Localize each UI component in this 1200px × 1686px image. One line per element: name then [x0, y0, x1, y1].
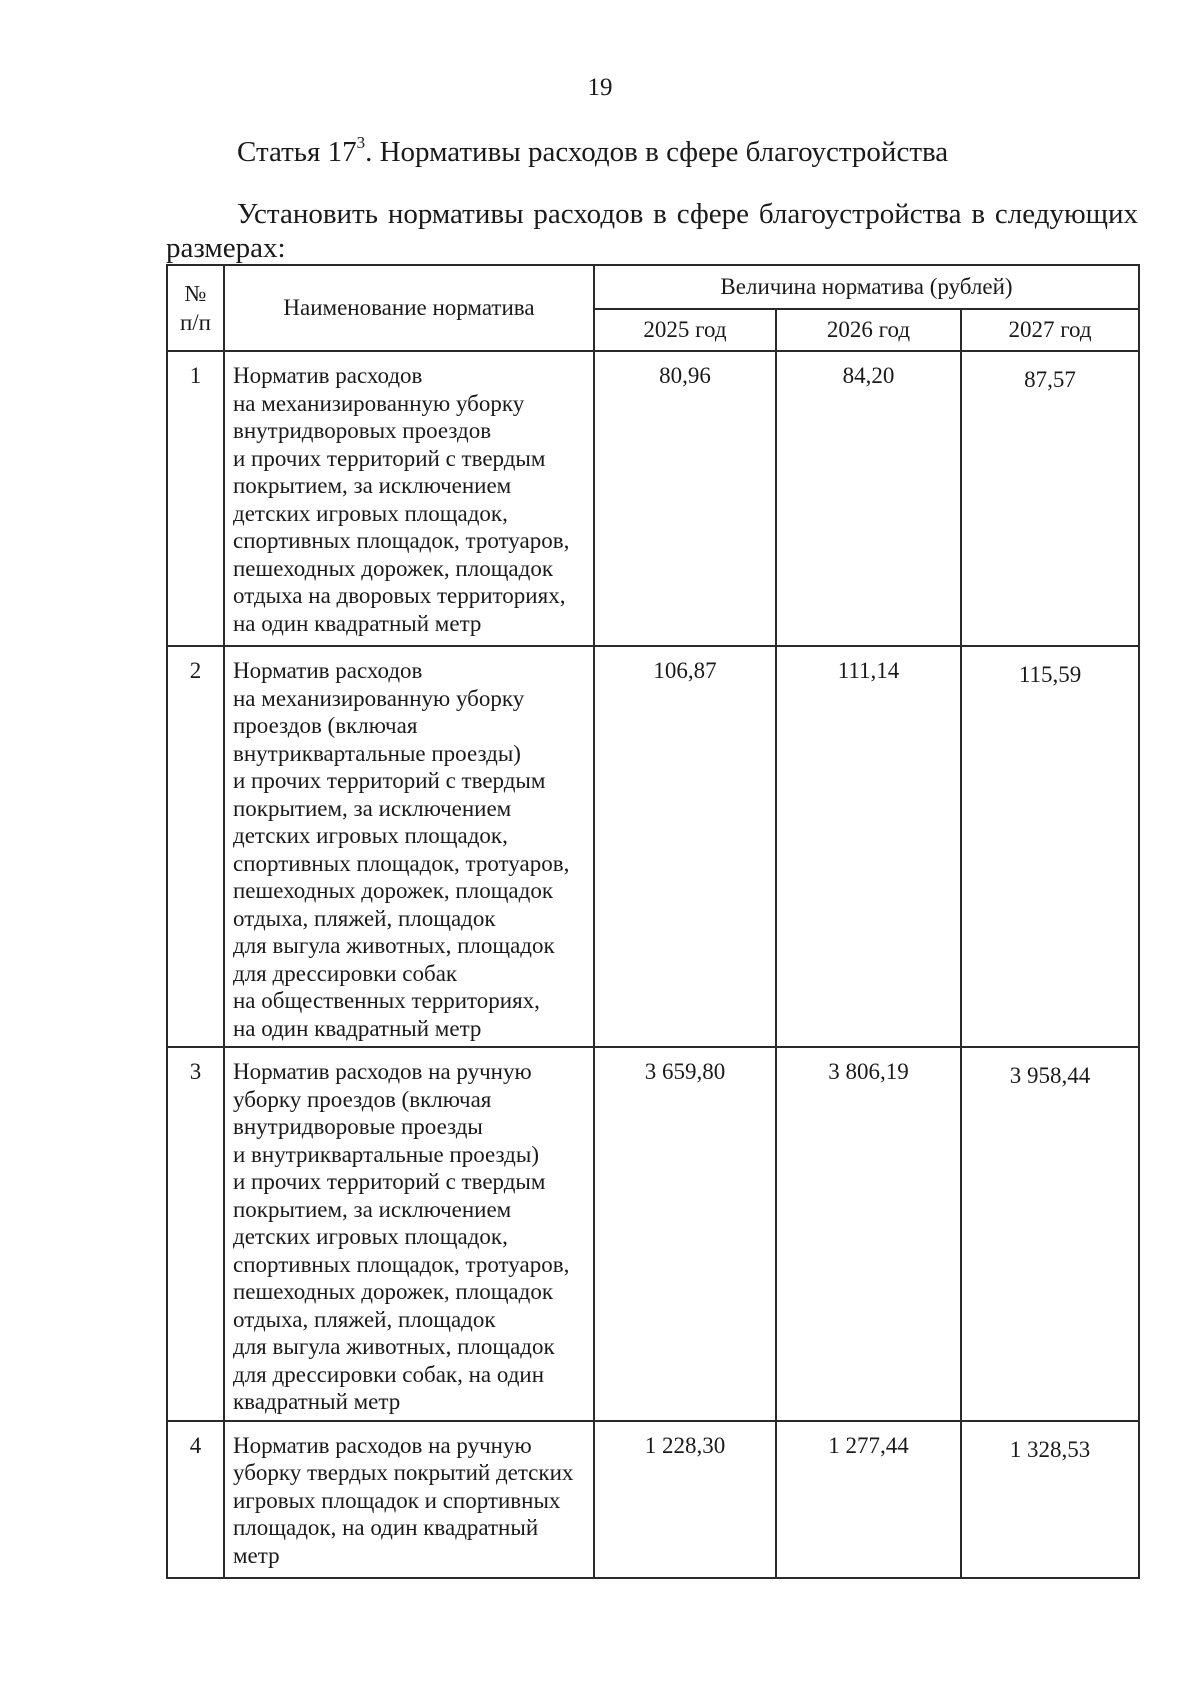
row-name-line: внутриквартальные проезды)	[233, 740, 521, 766]
value-2025: 1 228,30	[594, 1421, 776, 1578]
row-name-line: и прочих территорий с твердым	[233, 1169, 546, 1194]
header-number-col: № п/п	[167, 265, 224, 351]
row-name-line: отдыха, пляжей, площадок	[233, 1306, 496, 1332]
row-name-line: и прочих территорий с твердым	[233, 768, 546, 793]
row-number: 4	[167, 1421, 224, 1578]
row-name-line: метр	[233, 1542, 280, 1568]
value-2025: 80,96	[594, 351, 776, 646]
row-name-line: спортивных площадок, тротуаров,	[233, 850, 570, 876]
table-body	[167, 351, 1139, 1578]
row-name-line: на один квадратный метр	[233, 610, 482, 636]
value-2025: 3 659,80	[594, 1047, 776, 1421]
header-value-group: Величина норматива (рублей)	[594, 265, 1139, 309]
article-title	[237, 134, 948, 170]
article-superscript: 3	[356, 133, 366, 152]
row-name	[224, 351, 594, 646]
row-name-line: пешеходных дорожек, площадок	[233, 1279, 553, 1304]
value-2026: 111,14	[776, 646, 961, 1047]
row-name	[224, 1047, 594, 1421]
row-name-line: покрытием, за исключением	[233, 1196, 512, 1222]
row-name	[224, 646, 594, 1047]
article-title-text: . Нормативы расходов в сфере благоустройства	[365, 136, 949, 168]
header-year-2026: 2026 год	[776, 309, 961, 351]
table-row	[167, 1047, 1139, 1421]
row-name-line: детских игровых площадок,	[233, 823, 508, 848]
row-name-line: для дрессировки собак, на один	[233, 1361, 545, 1387]
row-name-line: спортивных площадок, тротуаров,	[233, 1251, 570, 1277]
value-2026: 1 277,44	[776, 1421, 961, 1578]
row-name-line: спортивных площадок, тротуаров,	[233, 528, 570, 553]
value-2026: 3 806,19	[776, 1047, 961, 1421]
row-name-line: квадратный метр	[233, 1389, 401, 1414]
table-row	[167, 351, 1139, 646]
row-name-line: для выгула животных, площадок	[233, 933, 555, 958]
value-2026: 84,20	[776, 351, 961, 646]
row-name-line: на один квадратный метр	[233, 1015, 482, 1041]
row-name-line: площадок, на один квадратный	[233, 1515, 539, 1540]
row-name-line: отдыха на дворовых территориях,	[233, 583, 566, 608]
row-name-line: на механизированную уборку	[233, 390, 525, 416]
intro-paragraph: Установить нормативы расходов в сфере благоустройства в следующих размерах:	[166, 198, 1138, 264]
row-name-line: и внутриквартальные проезды)	[233, 1141, 539, 1167]
row-name-line: детских игровых площадок,	[233, 500, 508, 526]
row-name-line: и прочих территорий с твердым	[233, 445, 546, 471]
row-name-line: пешеходных дорожек, площадок	[233, 555, 553, 581]
row-number: 2	[167, 646, 224, 1047]
row-name	[224, 1421, 594, 1578]
row-name-line: проездов (включая	[233, 713, 418, 738]
value-2027: 87,57	[961, 351, 1139, 646]
value-2025: 106,87	[594, 646, 776, 1047]
value-2027: 3 958,44	[961, 1047, 1139, 1421]
row-name-line: Норматив расходов на ручную	[233, 1059, 532, 1084]
header-year-2025: 2025 год	[594, 309, 776, 351]
row-name-line: игровых площадок и спортивных	[233, 1487, 561, 1513]
table-row	[167, 646, 1139, 1047]
value-2027: 1 328,53	[961, 1421, 1139, 1578]
page-number: 19	[587, 74, 613, 101]
row-name-line: внутридворовые проезды	[233, 1114, 483, 1139]
row-name-line: уборку твердых покрытий детских	[233, 1460, 574, 1485]
row-name-line: отдыха, пляжей, площадок	[233, 905, 496, 931]
row-name-line: покрытием, за исключением	[233, 473, 512, 498]
row-name-line: покрытием, за исключением	[233, 795, 512, 821]
table-header-row	[167, 265, 1139, 309]
row-name-line: уборку проездов (включая	[233, 1086, 492, 1112]
row-name-line: пешеходных дорожек, площадок	[233, 878, 553, 903]
value-2027: 115,59	[961, 646, 1139, 1047]
row-name-line: для дрессировки собак	[233, 960, 458, 986]
row-name-line: внутридворовых проездов	[233, 418, 492, 443]
row-name-line: Норматив расходов	[233, 658, 423, 683]
row-name-line: Норматив расходов на ручную	[233, 1432, 532, 1458]
row-name-line: Норматив расходов	[233, 363, 423, 388]
table-row	[167, 1421, 1139, 1578]
header-year-2027: 2027 год	[961, 309, 1139, 351]
row-name-line: детских игровых площадок,	[233, 1224, 508, 1249]
article-prefix: Статья 17	[237, 136, 357, 168]
header-name-col: Наименование норматива	[224, 265, 594, 351]
row-number: 1	[167, 351, 224, 646]
norms-table	[166, 264, 1140, 1579]
row-name-line: на механизированную уборку	[233, 685, 525, 711]
row-number: 3	[167, 1047, 224, 1421]
row-name-line: на общественных территориях,	[233, 988, 540, 1013]
row-name-line: для выгула животных, площадок	[233, 1334, 555, 1359]
